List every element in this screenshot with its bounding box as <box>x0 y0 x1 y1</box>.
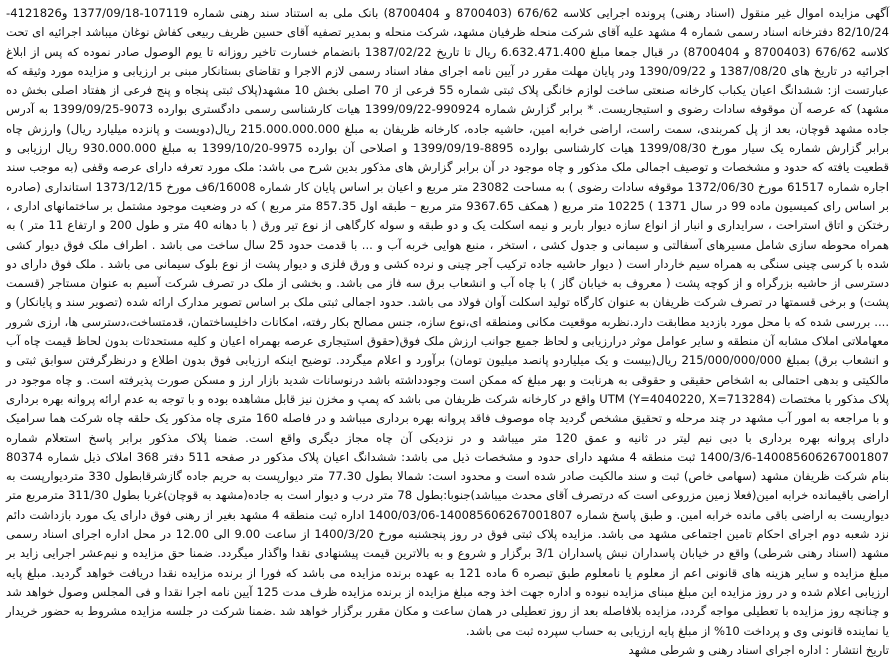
notice-footer: تاریخ انتشار : اداره اجرای اسناد رهنی و شرطی مشهد <box>628 642 889 657</box>
notice-body: آگهی مزایده اموال غیر منقول (اسناد رهنی) پرونده اجرایی کلاسه 676/62 (8700403 و 8700404) بانک ملی به استناد سند رهنی شماره 107119-1377/09/18 و4121826-82/10/24 دفترخانه اسناد رسمی شماره 4 مشهد علیه آقای شرکت منحله ظرفیان مشهد، شرکت منحله و بمدیر تصفیه آقای حسین ظریف ربیعی کفاش نوغان میباشد اجرائیه ای تحت کلاسه 676/62 (8700403 و 8700404) در قبال جمعا مبلغ 6.632.471.400 ریال تا تاریخ 1387/02/22 بانضمام خسارت تاخیر روزانه تا یوم الوصول صادر نموده که پس از ابلاغ اجرائیه در تاریخ های 1387/08/20 و 1390/09/22 ودر پایان مهلت مقرر در آیین نامه اجرای مفاد اسناد رسمی لازم الاجرا و تقاضای بستانکار مبنی بر ارزیابی و مزایده مورد وثیقه که عبارتست از: ششدانگ اعیان یکباب کارخانه صنعتی ساخت لوازم خانگی پلاک ثبتی شماره 55 فرعی از 70 اصلی بخش 10 مشهد(پلاک ثبتی پنجاه و پنج فرعی از هفتاد اصلی بخش ده مشهد) که عرصه آن موقوفه سادات رضوی و استیجاریست. * برابر گزارش شماره 990924-1399/09/22 هیات کارشناسی رسمی دادگستری بوارده 9073-1399/09/25 به آدرس جاده مشهد قوچان، بعد از پل کمربندی، سمت راست، اراضی خرابه امین، حاشیه جاده، کارخانه ظریفان به مبلغ 215.000.000.000 ریال(دویست و پانزده میلیارد ریال) وارزش چاه برابر گزارش شماره یک سیار مورخ 1399/08/30 هیات کارشناسی بوارده 8895-1399/09/19 و اصلاحی آن بوارده 9975-1399/10/20 به مبلغ 930.000.000 ریال ارزیابی و قطعیت یافته که حدود و مشخصات و توصیف اجمالی ملک مذکور و چاه موجود در آن برابر گزارش های مذکور بدین شرح می باشد: ملک مورد تعرفه دارای عرصه وقفی (به موجب سند اجاره شماره 61517 مورخ 1372/06/30 موقوفه سادات رضوی ) به مساحت 23082 متر مربع و اعیان بر اساس پایان کار شماره 6/16008ف مورخ 1373/12/15 استانداری (صادره بر اساس رای کمیسیون ماده 99 در سال 1371 ) 10225 متر مربع ( همکف 9367.65 متر مربع – طبقه اول 857.35 متر مربع ) که در وضعیت موجود مشتمل بر ساختمانهای اداری ، رختکن و اتاق استراحت ، سرایداری و انبار از انواع سازه دیوار باربر و نیمه اسکلت یک و دو طبقه و سوله کارگاهی از نوع تیر ورق ( با دهانه 40 متر و طول 200 و ارتفاع 11 متر ) به همراه محوطه سازی شامل مسیرهای آسفالتی و سیمانی و جدول کشی ، استخر ، منبع هوایی خربه آب و ... با قدمت حدود 25 سال ساخت می باشد . اطراف ملک فوق دیوار کشی شده با کرسی چینی سنگی به همراه سیم خاردار است ( دیوار حاشیه جاده ترکیب آجر چینی و نرده کشی و ورق فلزی و دیوار پشت از نوع بلوک سیمانی می باشد . ملک فوق دارای دو دسترسی از حاشیه بزرگراه و از کوچه پشت ( معروف به خیابان گاز ) با چاه آب و انشعاب برق سه فاز می باشد. و بخشی از ملک در تصرف شرکت آسیم به عنوان مستاجر (قسمت پشت) و برخی قسمتها در تصرف شرکت ظریفان به عنوان کارگاه تولید اسکلت آوان فولاد می باشد. حدود اجمالی ثبتی ملک بر اساس تصویر مدارک ارائه شده (تصویر سند و پایانکار) و .... بررسی شده که با محل مورد بازدید مطابقت دارد.نظربه موقعیت مکانی ومنطقه ای،نوع سازه، جنس مصالح بکار رفته، امکانات داخلیساختمان، قدمتساخت،دسترسی ها، ارزی شرور معهاملاتی املاک مشابه آن منطقه و سایر عوامل موثر درارزیابی و لحاظ جمیع جوانب ارزش ملک فوق(حقوق استیجاری عرصه بهمراه اعیان و کلیه مستحدثات بدون لحاظ قیمت چاه آب و انشعاب برق) بمبلغ 215/000/000/000 ریال(بیست و یک میلیاردو پانصد میلیون تومان) برآورد و اعلام میگردد. توضیح اینکه ارزیابی فوق بدون اطلاع و درنظرگرفتن سوابق ثبتی و مالکیتی و بدهی احتمالی به اشخاص حقیقی و حقوقی به هرنابت و بهر مبلغ که ممکن است وجودداشته باشد درنوسانات شدید بازار ارز و مسکن صورت پذیرفته است. و چاه موجود در پلاک مذکور با مختصات (UTM (Y=4040220, X=713284 واقع در کارخانه شرکت ظریفان می باشد که پمپ و مخزن نیز قابل مشاهده بوده و با توجه به عدم ارائه پروانه بهره برداری و با مراجعه به امور آب مشهد در چند مرحله و تحقیق مشخص گردید چاه موصوف فاقد پروانه بهره برداری میباشد و در فاصله 160 متری چاه مذکور یک حلقه چاه شرکت هما سرامیک دارای پروانه بهره برداری با دبی نیم لیتر در ثانیه و عمق 120 متر میباشد و در نزدیکی آن چاه مجاز دیگری واقع است. ضمنا پلاک مذکور برابر پاسخ استعلام شماره 140085606267001807-1400/3/6 ثبت منطقه 4 مشهد دارای حدود و مشخصات ذیل می باشد: ششدانگ اعیان پلاک مذکور در صفحه 511 دفتر 368 املاک ذیل شماره 80374 بنام شرکت ظریفان مشهد (سهامی خاص) ثبت و سند مالکیت صادر شده است و محدود است: شمالا بطول 77.30 متر دیوارپست به حریم جاده گازشرقابطول 330 متردیوارپست به اراضی باقیمانده خرابه امین(فعلا زمین مزروعی است که درتصرف آقای محدث میباشد)جنوبا:بطول 78 متر درب و دیوار است به جاده(مشهد به قوچان)غربا بطول 311/30 مترمربع متر دیواریست به اراضی باقی مانده خرابه امین. و طبق پاسخ شماره 140085606267001807-1400/03/06 اداره ثبت منطقه 4 مشهد بغیر از رهنی فوق دارای یک مورد بازداشت دائم نزد شعبه دوم اجرای احکام تامین اجتماعی مشهد می باشد. مزایده پلاک ثبتی فوق در روز پنجشنبه مورخ 1400/3/20 از ساعت 9.00 الی 12.00 در محل اداره اجرای اسناد رسمی مشهد (اسناد رهنی شرطی) واقع در خیابان پاسداران نبش پاسداران 3/1 برگزار و شروع و به بالاترین قیمت پیشنهادی نقدا واگذار میگردد. ضمنا حق مزایده و نیم‌عشر اجرایی زاید بر مبلغ مزایده و سایر هزینه های قانونی اعم از معلوم یا نامعلوم طبق تبصره 6 ماده 121 به عهده برنده مزایده می باشد که فورا از برنده مزایده نقدا دریافت خواهد گردید. مبلغ پایه ارزیابی اعلام شده و در روز مزایده این مبلغ مبنای مزایده نبوده و اداره جهت اخذ وجه مبلغ مزایده از برنده مزایده ظرف مدت 125 آیین نامه اجرا نقدا و فی المجلس وصول خواهد شد و چنانچه روز مزایده با تعطیلی مواجه گردد، مزایده بلافاصله بعد از روز تعطیلی در همان ساعت و مکان مقرر برگزار خواهد شد .ضمنا شرکت در جلسه مزایده مشروط به حضور خریدار یا نماینده قانونی وی و پرداخت 10% از مبلغ پایه ارزیابی به حساب سپرده ثبت می باشد. <box>6 6 890 638</box>
